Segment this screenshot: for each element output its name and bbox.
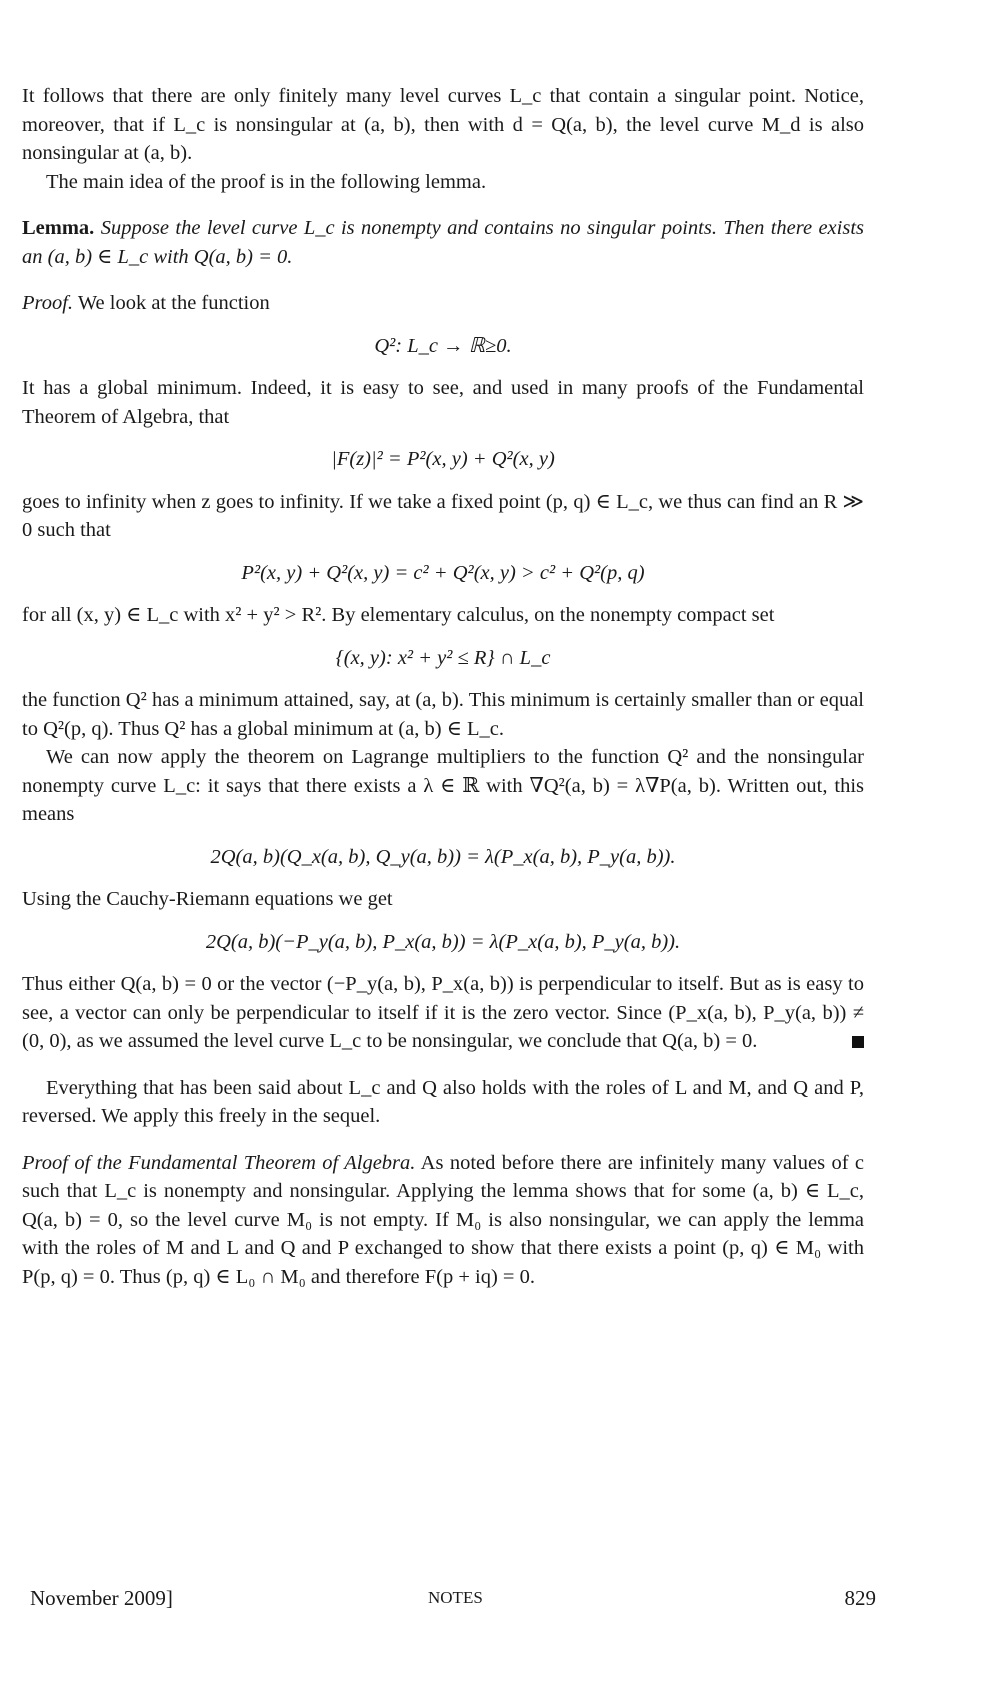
proof-heading: Proof. (22, 292, 74, 314)
paragraph-singular-points: It follows that there are only finitely many level curves L_c that contain a singular point. Notice, moreover, that if L_c is nonsingular at (a, b), then with d = Q(a, b), the level curve M_d is also nonsingular at (a, b). (22, 85, 864, 164)
lemma-body: Suppose the level curve L_c is nonempty and contains no singular points. Then there exists an (a, b) ∈ L_c with Q(a, b) = 0. (22, 217, 865, 268)
fta-proof-heading: Proof of the Fundamental Theorem of Algebra. (22, 1151, 416, 1174)
equation-compact-set: {(x, y): x² + y² ≤ R} ∩ L_c (335, 646, 551, 669)
paragraph-lagrange: We can now apply the theorem on Lagrange multipliers to the function Q² and the nonsingular nonempty curve L_c: it says that there exists a λ ∈ ℝ with ∇Q²(a, b) = λ∇P(a, b). Written out, this means (22, 746, 864, 825)
proof-intro-text: We look at the function (77, 292, 270, 314)
equation-q-squared: Q²: L_c → ℝ≥0. (374, 334, 512, 357)
page-body (22, 82, 864, 1291)
equation-modulus: |F(z)|² = P²(x, y) + Q²(x, y) (331, 448, 555, 470)
equation-inequality: P²(x, y) + Q²(x, y) = c² + Q²(x, y) > c² + Q²(p, q) (241, 561, 645, 584)
equation-cauchy-riemann: 2Q(a, b)(−P_y(a, b), P_x(a, b)) = λ(P_x(a, b), P_y(a, b)). (205, 930, 681, 953)
paragraph-compact-set: for all (x, y) ∈ L_c with x² + y² > R². By elementary calculus, on the nonempty compact set (22, 604, 775, 626)
page-footer (30, 1586, 876, 1616)
footer-page-number: 829 (844, 1586, 876, 1610)
paragraph-roles-reversed: Everything that has been said about L_c and Q also holds with the roles of L and M, and Q and P, reversed. We apply this freely in the sequel. (22, 1076, 864, 1127)
fta-proof-body: As noted before there are infinitely many values of c such that L_c is nonempty and nonsingular. Applying the lemma shows that for some (a, b) ∈ L_c, Q(a, b) = 0, so the level curve M₀ is not empty. If M₀ is also nonsingular, we can apply the lemma with the roles of M and L and Q and P exchanged to show that there exists a point (p, q) ∈ M₀ with P(p, q) = 0. Thus (p, q) ∈ L₀ ∩ M₀ and therefore F(p + iq) = 0. (22, 1151, 865, 1288)
paragraph-conclusion-text: Thus either Q(a, b) = 0 or the vector (−P_y(a, b), P_x(a, b)) is perpendicular to itself. But as is easy to see, a vector can only be perpendicular to itself if it is the zero vector. Since (P_x(a, b), P_y(a, b)) ≠ (0, 0), as we assumed the level curve L_c to be nonsingular, we conclude that Q(a, b) = 0. (22, 973, 864, 1052)
lemma-statement (22, 214, 864, 271)
proof-intro (22, 289, 864, 318)
footer-date: November 2009] (30, 1586, 173, 1610)
paragraph-conclusion (22, 970, 864, 1056)
paragraph-infinity: goes to infinity when z goes to infinity. If we take a fixed point (p, q) ∈ L_c, we thus can find an R ≫ 0 such that (22, 490, 864, 541)
paragraph-global-minimum: It has a global minimum. Indeed, it is easy to see, and used in many proofs of the Fundamental Theorem of Algebra, that (22, 377, 864, 428)
equation-lagrange: 2Q(a, b)(Q_x(a, b), Q_y(a, b)) = λ(P_x(a, b), P_y(a, b)). (210, 845, 676, 868)
paragraph-main-idea: The main idea of the proof is in the following lemma. (46, 170, 487, 193)
lemma-heading: Lemma. (22, 217, 95, 239)
qed-square-icon (852, 1036, 864, 1048)
paragraph-fta-proof (22, 1149, 864, 1292)
footer-section: NOTES (428, 1588, 483, 1607)
paragraph-cauchy-riemann: Using the Cauchy-Riemann equations we get (22, 888, 393, 910)
paragraph-minimum-attained: the function Q² has a minimum attained, say, at (a, b). This minimum is certainly smaller than or equal to Q²(p, q). Thus Q² has a global minimum at (a, b) ∈ L_c. (22, 689, 864, 740)
